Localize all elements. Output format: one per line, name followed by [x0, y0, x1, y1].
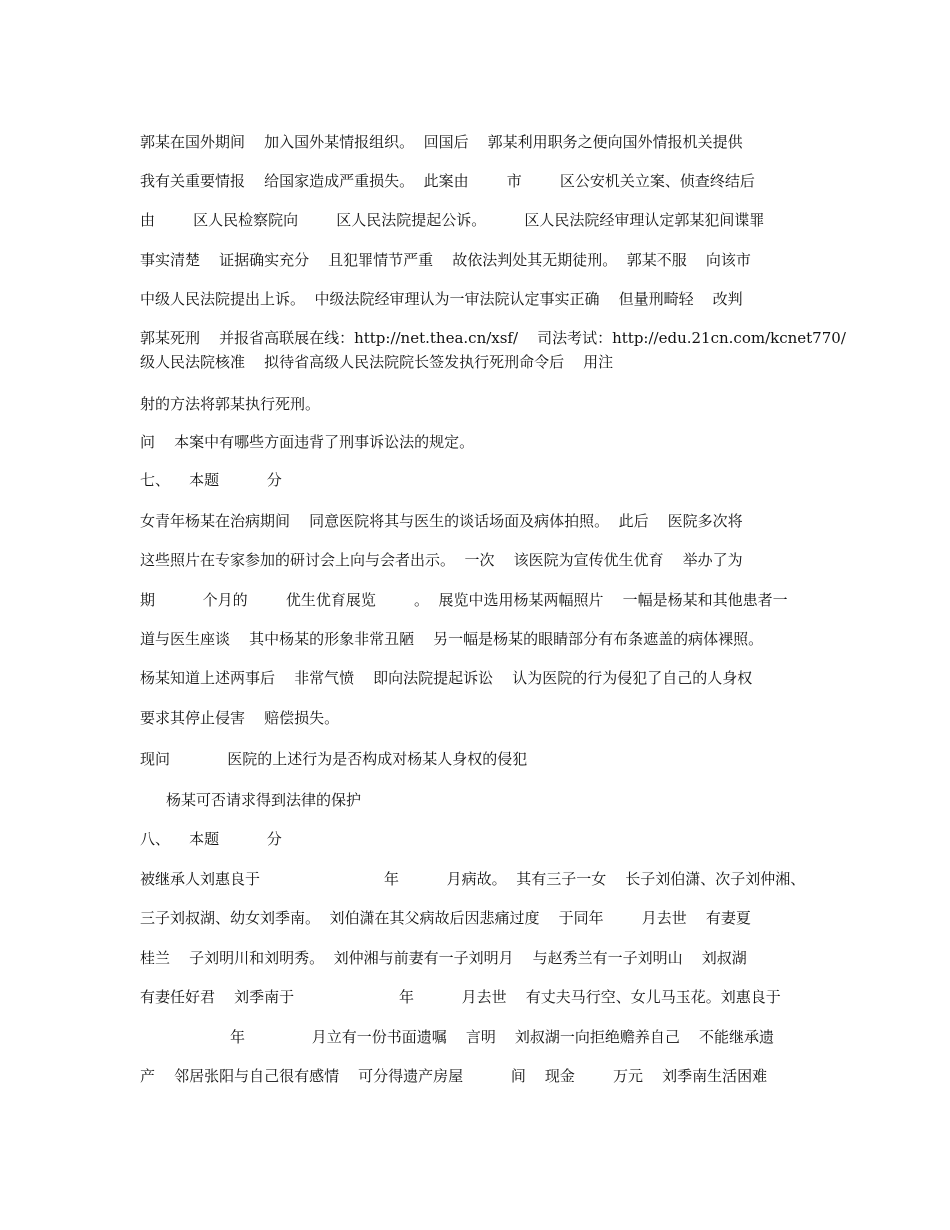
text-line: 女青年杨某在治病期间 同意医院将其与医生的谈话场面及病体拍照。 此后 医院多次将: [140, 512, 743, 530]
question-line: 现问 医院的上述行为是否构成对杨某人身权的侵犯: [140, 750, 528, 768]
text-line: 级人民法院核准 拟待省高级人民法院院长签发执行死刑命令后 用注: [140, 353, 614, 371]
question-line: 杨某可否请求得到法律的保护: [166, 791, 362, 809]
text-line: 事实清楚 证据确实充分 且犯罪情节严重 故依法判处其无期徒刑。 郭某不服 向该市: [140, 251, 751, 269]
text-line: 桂兰 子刘明川和刘明秀。 刘仲湘与前妻有一子刘明月 与赵秀兰有一子刘明山 刘叔湖: [140, 949, 747, 967]
text-line: 这些照片在专家参加的研讨会上向与会者出示。 一次 该医院为宣传优生优育 举办了为: [140, 551, 743, 569]
text-line: 产 邻居张阳与自己很有感情 可分得遗产房屋 间 现金 万元 刘季南生活困难: [140, 1067, 768, 1085]
section-heading: 七、 本题 分: [140, 471, 282, 489]
text-line: 杨某知道上述两事后 非常气愤 即向法院提起诉讼 认为医院的行为侵犯了自己的人身权: [140, 669, 753, 687]
text-line: 期 个月的 优生优育展览 。 展览中选用杨某两幅照片 一幅是杨某和其他患者一: [140, 591, 788, 609]
text-line: 中级人民法院提出上诉。 中级法院经审理认为一审法院认定事实正确 但量刑畸轻 改判: [140, 290, 743, 308]
text-line: 郭某在国外期间 加入国外某情报组织。 回国后 郭某利用职务之便向国外情报机关提供: [140, 133, 743, 151]
section-heading: 八、 本题 分: [140, 830, 282, 848]
text-line: 道与医生座谈 其中杨某的形象非常丑陋 另一幅是杨某的眼睛部分有布条遮盖的病体裸照。: [140, 630, 764, 648]
text-line: 有妻任好君 刘季南于 年 月去世 有丈夫马行空、女儿马玉花。刘惠良于: [140, 988, 781, 1006]
text-line: 问 本案中有哪些方面违背了刑事诉讼法的规定。: [140, 433, 475, 451]
text-line: 年 月立有一份书面遗嘱 言明 刘叔湖一向拒绝赡养自己 不能继承遗: [230, 1028, 774, 1046]
text-line: 被继承人刘惠良于 年 月病故。 其有三子一女 长子刘伯潇、次子刘仲湘、: [140, 870, 806, 888]
text-line: 郭某死刑 并报省高联展在线：http://net.thea.cn/xsf/ 司法考试：http://edu.21cn.com/kcnet770/: [140, 329, 846, 347]
text-line: 三子刘叔湖、幼女刘季南。 刘伯潇在其父病故后因悲痛过度 于同年 月去世 有妻夏: [140, 909, 751, 927]
text-line: 由 区人民检察院向 区人民法院提起公诉。 区人民法院经审理认定郭某犯间谍罪: [140, 211, 765, 229]
text-line: 我有关重要情报 给国家造成严重损失。 此案由 市 区公安机关立案、侦查终结后: [140, 172, 755, 190]
text-line: 要求其停止侵害 赔偿损失。: [140, 709, 340, 727]
text-line: 射的方法将郭某执行死刑。: [140, 395, 321, 413]
